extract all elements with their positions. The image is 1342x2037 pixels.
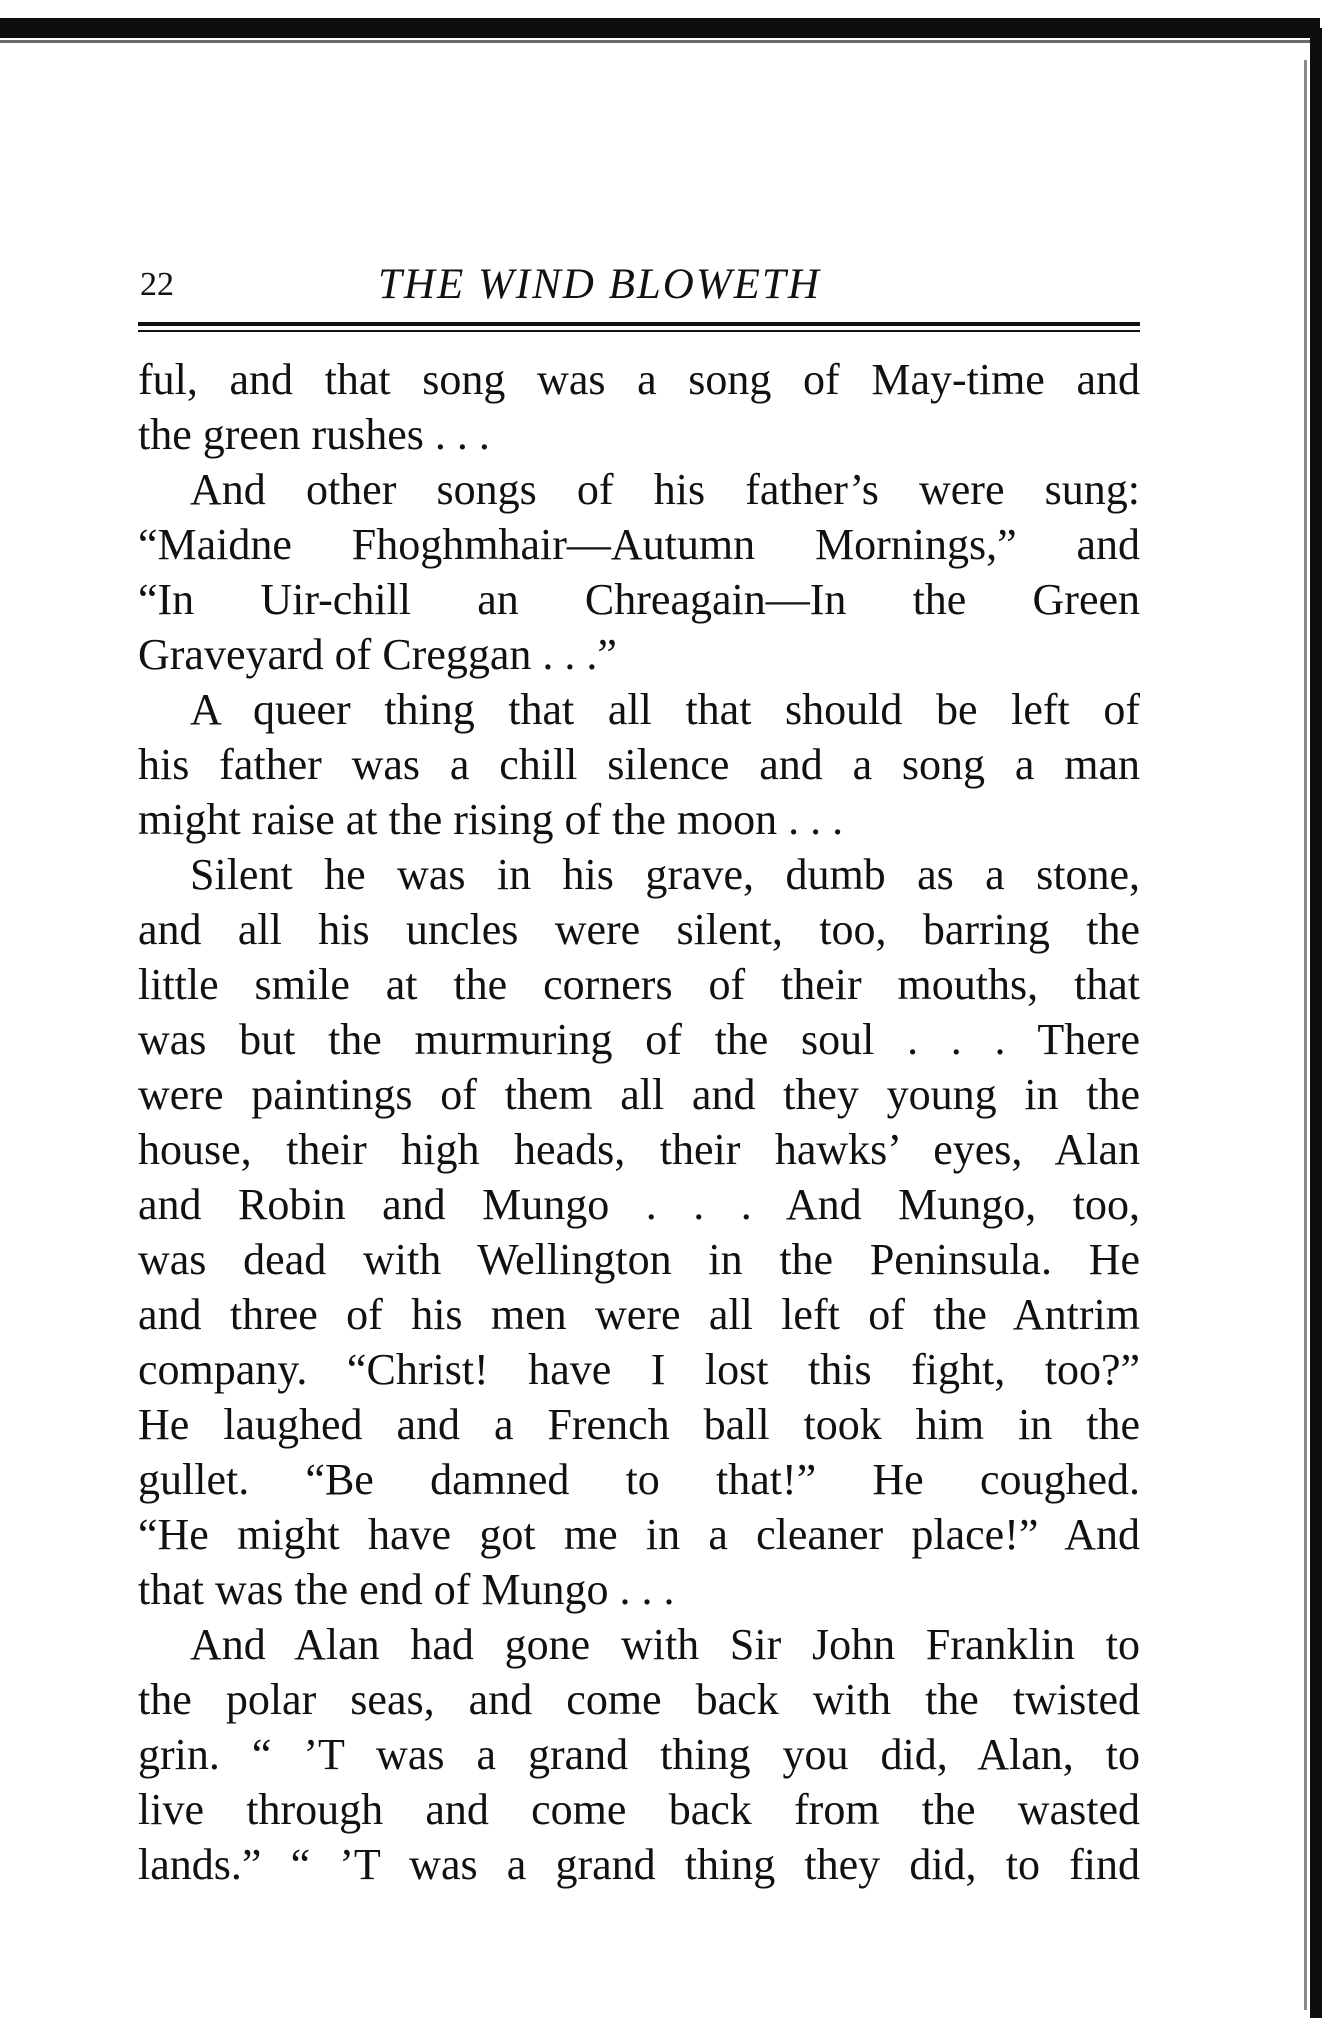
text-line: that was the end of Mungo . . . [138,1565,675,1614]
text-line: was dead with Wellington in the Peninsula. He [138,1235,1140,1284]
page-number: 22 [140,266,174,303]
running-title: THE WIND BLOWETH [378,261,821,308]
text-line: And other songs of his father’s were sung: [190,465,1140,514]
text-line: Graveyard of Creggan . . .” [138,630,617,679]
header-rule-thick [138,322,1140,326]
text-line: was but the murmuring of the soul . . . There [138,1015,1140,1064]
header-rule-thin [138,330,1140,332]
text-line: were paintings of them all and they young in the [138,1070,1140,1119]
text-line: his father was a chill silence and a song a man [138,740,1140,789]
text-line: little smile at the corners of their mouths, that [138,960,1140,1009]
text-line: and three of his men were all left of the Antrim [138,1290,1140,1339]
page-right-edge-bar [1310,28,1322,2018]
text-line: “In Uir-chill an Chreagain—In the Green [138,575,1140,624]
text-line: And Alan had gone with Sir John Franklin to [190,1620,1140,1669]
text-line: might raise at the rising of the moon . . . [138,795,844,844]
text-line: “Maidne Fhoghmhair—Autumn Mornings,” and [138,520,1140,569]
text-line: house, their high heads, their hawks’ eyes, Alan [138,1125,1140,1174]
text-line: ful, and that song was a song of May-time and [138,355,1140,404]
page-right-edge-shadow [1304,60,1307,2010]
body-text [138,352,1140,1892]
text-line: grin. “ ’T was a grand thing you did, Alan, to [138,1730,1140,1779]
text-line: the polar seas, and come back with the twisted [138,1675,1140,1724]
page-top-edge-bar [0,18,1320,38]
text-line: lands.” “ ’T was a grand thing they did, to find [138,1840,1140,1889]
text-line: and all his uncles were silent, too, barring the [138,905,1140,954]
text-line: gullet. “Be damned to that!” He coughed. [138,1455,1140,1504]
text-line: live through and come back from the wasted [138,1785,1140,1834]
text-line: “He might have got me in a cleaner place!” And [138,1510,1140,1559]
text-line: company. “Christ! have I lost this fight, too?” [138,1345,1140,1394]
text-line: Silent he was in his grave, dumb as a stone, [190,850,1140,899]
text-line: the green rushes . . . [138,410,490,459]
text-line: A queer thing that all that should be left of [190,685,1140,734]
page-top-edge-shadow [0,40,1320,43]
running-head [140,260,1140,310]
text-line: He laughed and a French ball took him in the [138,1400,1140,1449]
text-line: and Robin and Mungo . . . And Mungo, too, [138,1180,1140,1229]
